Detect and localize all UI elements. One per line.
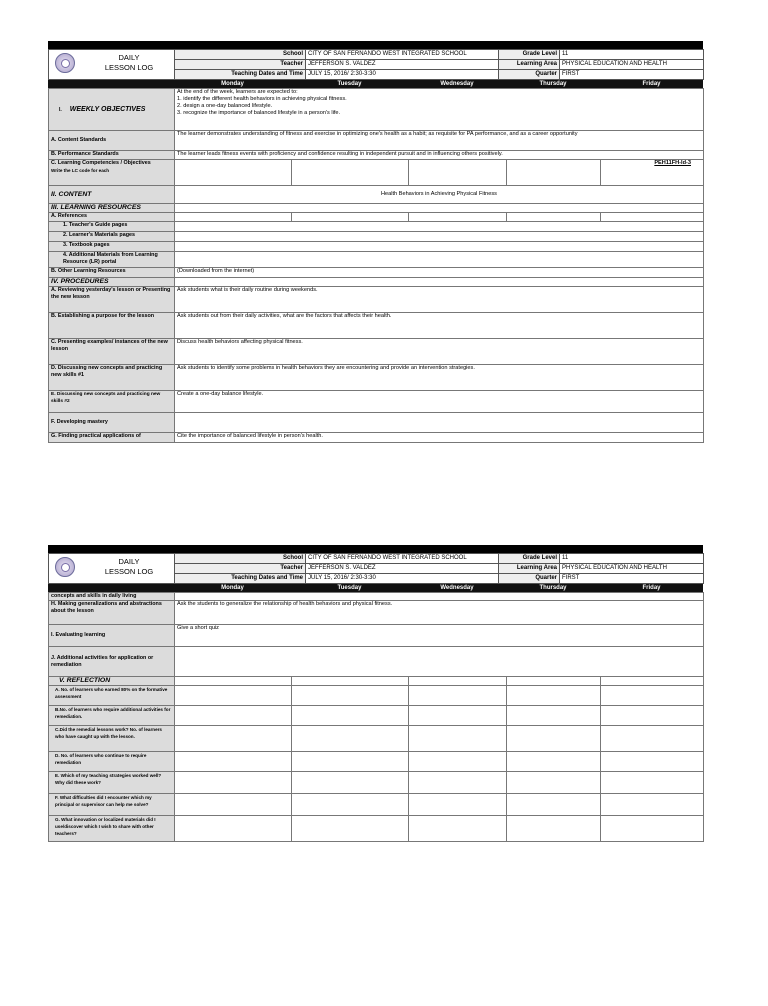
day-thursday: Thursday (539, 81, 567, 87)
grade-label: Grade Level (499, 50, 560, 60)
content-standards-label: A. Content Standards (49, 131, 175, 151)
grade-value: 11 (560, 554, 704, 564)
other-resources-value: (Downloaded from the internet) (175, 268, 704, 278)
reflection-d-label: D. No. of learners who continue to require remediation (49, 752, 175, 772)
page-title: DAILY LESSON LOG (104, 53, 154, 72)
days-header (48, 584, 703, 592)
procedure-e-label: E. Discussing new concepts and practicing new skills #2 (49, 391, 175, 413)
school-label: School (175, 554, 306, 564)
procedure-j-label: J. Additional activities for application or remediation (49, 647, 175, 677)
procedures-label: IV. PROCEDURES (49, 278, 175, 287)
logo-title-cell (49, 554, 175, 584)
grade-label: Grade Level (499, 554, 560, 564)
procedure-d-label: D. Discussing new concepts and practicing new skills #1 (49, 365, 175, 391)
lesson-body-table-1 (48, 88, 704, 443)
school-value: CITY OF SAN FERNANDO WEST INTEGRATED SCHOOL (306, 554, 499, 564)
area-label: Learning Area (499, 564, 560, 574)
weekly-objectives-label: I. WEEKLY OBJECTIVES (49, 89, 175, 131)
learners-materials-label: 2. Learner's Materials pages (49, 232, 175, 242)
header-table (48, 553, 704, 584)
procedure-i-label: I. Evaluating learning (49, 625, 175, 647)
procedure-c-value: Discuss health behaviors affecting physical fitness. (175, 339, 704, 365)
procedure-e-value: Create a one-day balance lifestyle. (175, 391, 704, 413)
day-friday: Friday (642, 585, 661, 591)
teacher-value: JEFFERSON S. VALDEZ (306, 564, 499, 574)
procedure-f-label: F. Developing mastery (49, 413, 175, 433)
procedure-g-value: Cite the importance of balanced lifestyle in person's health. (175, 433, 704, 443)
teachers-guide-label: 1. Teacher's Guide pages (49, 222, 175, 232)
procedure-h-value: Ask the students to generalize the relationship of health behaviors and physical fitness. (175, 601, 704, 625)
dates-label: Teaching Dates and Time (175, 70, 306, 80)
procedure-g-label: G. Finding practical applications of (49, 433, 175, 443)
procedure-a-value: Ask students what is their daily routine during weekends. (175, 287, 704, 313)
day-tuesday: Tuesday (337, 81, 362, 87)
day-thursday: Thursday (539, 585, 567, 591)
competencies-label: C. Learning Competencies / Objectives Write the LC code for each (49, 160, 175, 186)
day-friday: Friday (642, 81, 661, 87)
dates-label: Teaching Dates and Time (175, 574, 306, 584)
weekly-objectives-value: At the end of the week, learners are expected to: 1. identify the different health behaviors in achieving physical fitness. 2. design a one-day balanced lifestyle. 3. recognize the importance of balanced lifestyle in a person's life. (175, 89, 704, 131)
procedure-b-value: Ask students out from their daily activities, what are the factors that affects their health. (175, 313, 704, 339)
procedure-i-value: Give a short quiz (175, 625, 704, 647)
reflection-e-label: E. Which of my teaching strategies worked well? Why did these work? (49, 772, 175, 794)
quarter-label: Quarter (499, 70, 560, 80)
page-title: DAILY LESSON LOG (104, 557, 154, 576)
procedure-g-continued: concepts and skills in daily living (49, 593, 175, 601)
dates-value: JULY 15, 2016/ 2:30-3:30 (306, 574, 499, 584)
teacher-label: Teacher (175, 60, 306, 70)
deped-seal-icon (55, 53, 75, 73)
textbook-pages-label: 3. Textbook pages (49, 242, 175, 252)
logo-title-cell (49, 50, 175, 80)
quarter-value: FIRST (560, 70, 704, 80)
lesson-log-page-1 (48, 41, 703, 443)
days-header (48, 80, 703, 88)
procedure-d-value: Ask students to identify some problems in health behaviors they are encountering and provide an intervention strategies. (175, 365, 704, 391)
area-value: PHYSICAL EDUCATION AND HEALTH (560, 564, 704, 574)
performance-standards-label: B. Performance Standards (49, 151, 175, 160)
school-value: CITY OF SAN FERNANDO WEST INTEGRATED SCHOOL (306, 50, 499, 60)
other-resources-label: B. Other Learning Resources (49, 268, 175, 278)
reflection-f-label: F. What difficulties did I encounter which my principal or supervisor can help me solve? (49, 794, 175, 816)
area-label: Learning Area (499, 60, 560, 70)
day-wednesday: Wednesday (440, 81, 474, 87)
teacher-label: Teacher (175, 564, 306, 574)
school-label: School (175, 50, 306, 60)
page-top-bar (48, 41, 703, 49)
area-value: PHYSICAL EDUCATION AND HEALTH (560, 60, 704, 70)
reflection-c-label: C.Did the remedial lessons work? No. of learners who have caught up with the lesson. (49, 726, 175, 752)
quarter-label: Quarter (499, 574, 560, 584)
content-label: II. CONTENT (49, 186, 175, 204)
lesson-body-table-2 (48, 592, 704, 842)
performance-standards-value: The learner leads fitness events with proficiency and confidence resulting in independent pursuit and in influencing others positively. (175, 151, 704, 160)
quarter-value: FIRST (560, 574, 704, 584)
reflection-b-label: B.No. of learners who require additional activities for remediation. (49, 706, 175, 726)
day-monday: Monday (221, 81, 244, 87)
deped-seal-icon (55, 557, 75, 577)
procedure-b-label: B. Establishing a purpose for the lesson (49, 313, 175, 339)
day-monday: Monday (221, 585, 244, 591)
additional-materials-label: 4. Additional Materials from Learning Resource (LR) portal (49, 252, 175, 268)
procedure-h-label: H. Making generalizations and abstractions about the lesson (49, 601, 175, 625)
grade-value: 11 (560, 50, 704, 60)
header-table (48, 49, 704, 80)
page-top-bar (48, 545, 703, 553)
content-value: Health Behaviors in Achieving Physical Fitness (175, 186, 704, 204)
lesson-log-page-2 (48, 545, 703, 842)
dates-value: JULY 15, 2016/ 2:30-3:30 (306, 70, 499, 80)
competency-code: PEH11FH-Id-3 (601, 160, 704, 186)
day-wednesday: Wednesday (440, 585, 474, 591)
procedure-c-label: C. Presenting examples/ instances of the new lesson (49, 339, 175, 365)
teacher-value: JEFFERSON S. VALDEZ (306, 60, 499, 70)
learning-resources-label: III. LEARNING RESOURCES (49, 204, 175, 213)
content-standards-value: The learner demonstrates understanding of fitness and exercise in optimizing one's health as a habit; as requisite for PA performance, and as a career opportunity (175, 131, 704, 151)
references-label: A. References (49, 213, 175, 222)
procedure-a-label: A. Reviewing yesterday's lesson or Presenting the new lesson (49, 287, 175, 313)
reflection-a-label: A. No. of learners who earned 80% on the formative assessment (49, 686, 175, 706)
day-tuesday: Tuesday (337, 585, 362, 591)
reflection-g-label: G. What innovation or localized materials did I use/discover which I wish to share with other teachers? (49, 816, 175, 842)
reflection-label: V. REFLECTION (49, 677, 175, 686)
